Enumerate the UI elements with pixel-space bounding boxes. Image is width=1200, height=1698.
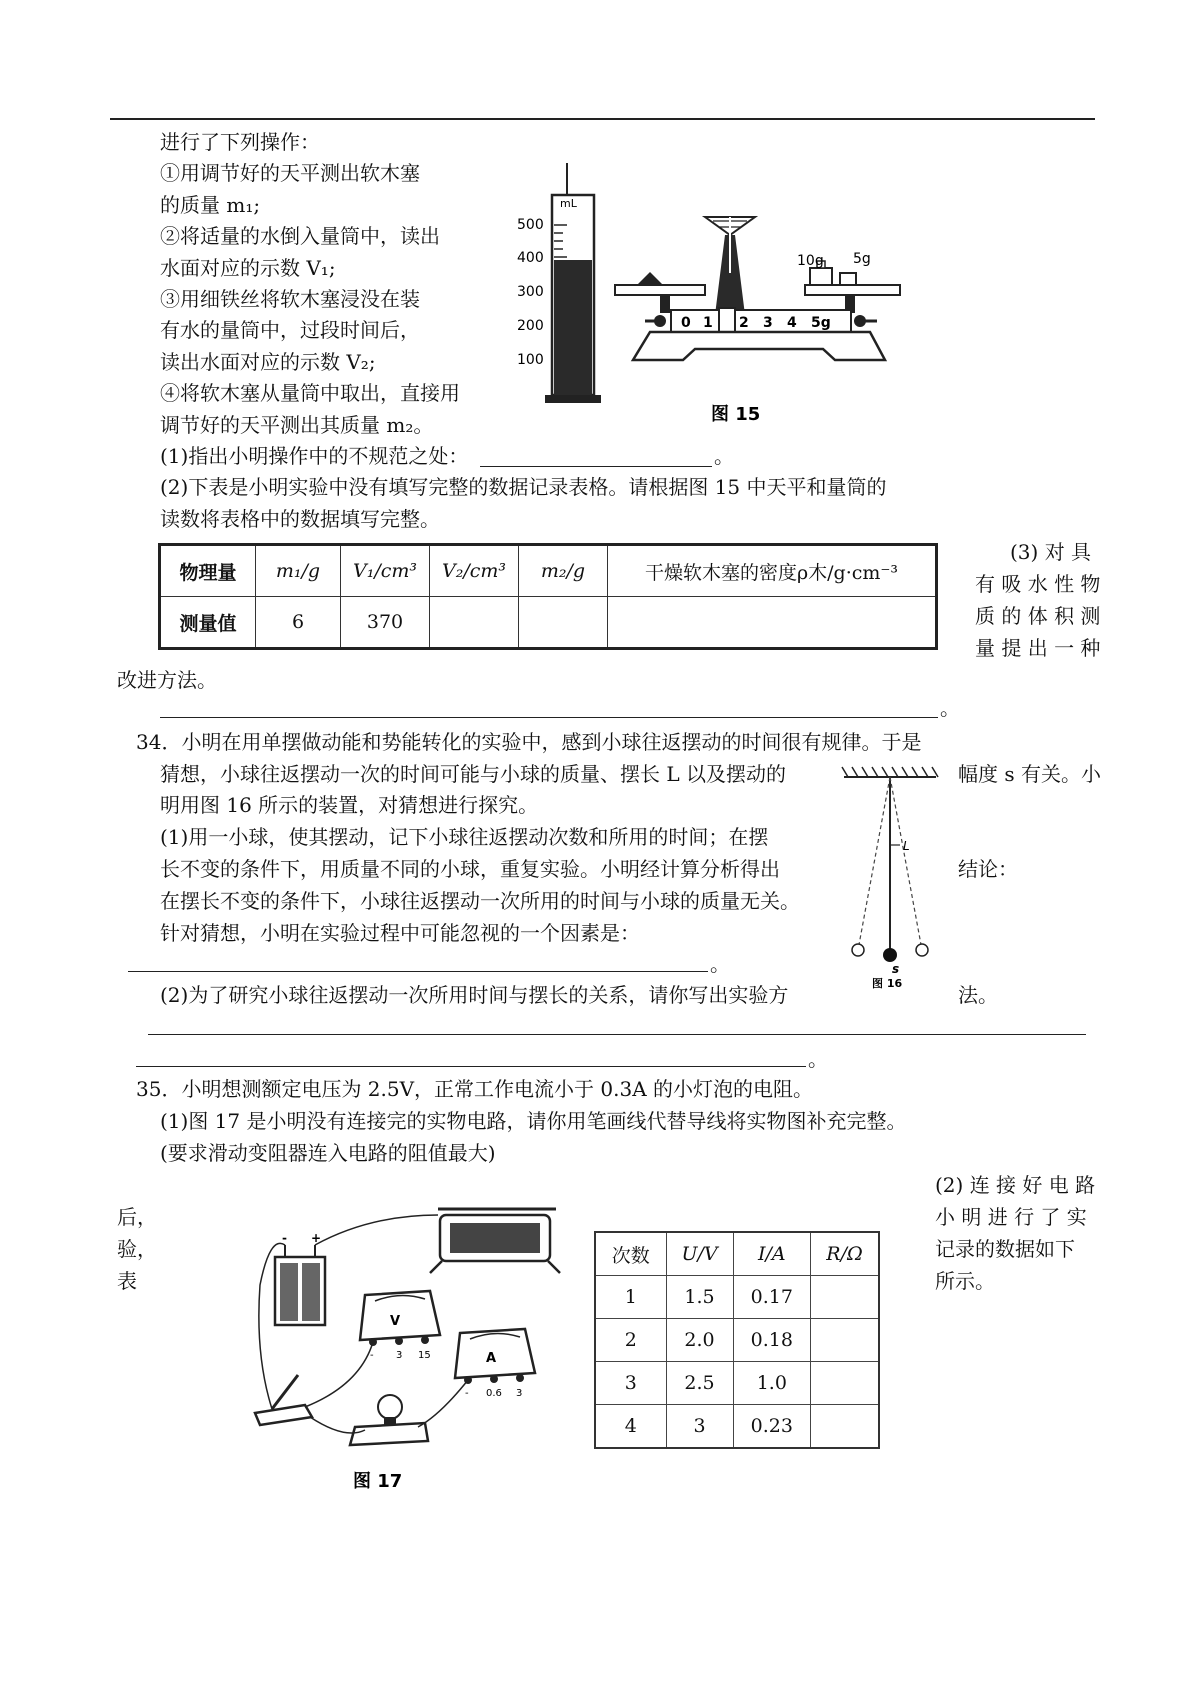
q34-p1-end: 。 [710, 952, 730, 976]
amplitude-label: s [892, 962, 900, 976]
voltmeter-terminal-neg: - [370, 1350, 374, 1361]
q34-p1-a: (1)用一小球，使其摆动，记下小球往返摆动次数和所用的时间；在摆 [160, 825, 769, 849]
cell-trial: 4 [595, 1405, 666, 1449]
scale-mark-5g: 5g [811, 315, 831, 331]
table-row [595, 1232, 879, 1276]
q34-p1-c: 在摆长不变的条件下，小球往返摆动一次所用的时间与小球的质量无关。 [160, 889, 800, 913]
q34-p2-tail: 法。 [958, 983, 998, 1007]
svg-text:+: + [311, 1231, 322, 1245]
figure-16-caption: 图 16 [872, 977, 903, 990]
graduated-cylinder [517, 163, 601, 403]
header-rule [110, 118, 1095, 120]
q34-line2-a: 猜想，小球往返摆动一次的时间可能与小球的质量、摆长 L 以及摆动的 [160, 762, 786, 786]
q33-q1-end: 。 [714, 444, 734, 468]
cell-resistance-blank[interactable] [811, 1362, 879, 1405]
lamp-icon [350, 1395, 428, 1445]
q33-step1-a: ①用调节好的天平测出软木塞 [160, 161, 420, 185]
q33-step3-b: 有水的量筒中，过段时间后， [160, 318, 420, 342]
header-resistance: R/Ω [811, 1232, 879, 1276]
q35-p1-a: (1)图 17 是小明没有连接完的实物电路，请你用笔画线代替导线将实物图补充完整。 [160, 1109, 907, 1133]
scale-mark-3: 3 [763, 315, 773, 331]
figure-15-caption: 图 15 [711, 404, 761, 425]
q34-line2-b: 幅度 s 有关。小 [958, 762, 1101, 786]
header-m1: m₁/g [256, 545, 341, 597]
header-current: I/A [733, 1232, 811, 1276]
weight-10g-label: 10g [797, 253, 824, 269]
q35-line1: 35．小明想测额定电压为 2.5V，正常工作电流小于 0.3A 的小灯泡的电阻。 [136, 1077, 814, 1101]
header-voltage: U/V [666, 1232, 733, 1276]
figure-17 [250, 1195, 580, 1495]
table-row [160, 597, 937, 649]
value-m2-blank[interactable] [519, 597, 608, 649]
q35-left-a: 后， [117, 1205, 157, 1229]
cell-resistance-blank[interactable] [811, 1405, 879, 1449]
header-quantity: 物理量 [160, 545, 256, 597]
q33-step4-b: 调节好的天平测出其质量 m₂。 [160, 413, 434, 437]
q34-p1-b: 长不变的条件下，用质量不同的小球，重复实验。小明经计算分析得出 [160, 857, 780, 881]
balance [615, 217, 900, 360]
cell-voltage: 2.0 [666, 1319, 733, 1362]
header-density: 干燥软木塞的密度ρ木/g·cm⁻³ [608, 545, 937, 597]
value-v2-blank[interactable] [430, 597, 519, 649]
cell-current: 0.17 [733, 1276, 811, 1319]
q33-intro: 进行了下列操作： [160, 130, 320, 154]
table-row [595, 1319, 879, 1362]
cell-voltage: 1.5 [666, 1276, 733, 1319]
q34-line1: 34．小明在用单摆做动能和势能转化的实验中，感到小球往返摆动的时间很有规律。于是 [136, 730, 922, 754]
cylinder-tick-400: 400 [517, 250, 544, 266]
q34-p1-b-tail: 结论： [958, 857, 1018, 881]
q33-step2-b: 水面对应的示数 V₁; [160, 256, 336, 280]
table-row [160, 545, 937, 597]
q35-p1-b: (要求滑动变阻器连入电路的阻值最大) [160, 1141, 496, 1165]
value-density-blank[interactable] [608, 597, 937, 649]
ammeter-terminal-06: 0.6 [486, 1388, 502, 1399]
q34-p1-answer-blank[interactable] [128, 971, 708, 972]
figure-15 [505, 155, 925, 430]
voltmeter-terminal-15: 15 [418, 1350, 431, 1361]
q33-q1-answer-blank[interactable] [480, 466, 712, 467]
battery-icon [275, 1231, 325, 1325]
cell-current: 0.23 [733, 1405, 811, 1449]
q33-step3-a: ③用细铁丝将软木塞浸没在装 [160, 287, 420, 311]
cylinder-tick-500: 500 [517, 217, 544, 233]
q33-q3-a: (3) 对 具 [1010, 540, 1092, 564]
cell-trial: 3 [595, 1362, 666, 1405]
q33-q1: (1)指出小明操作中的不规范之处： [160, 444, 469, 468]
scale-mark-4: 4 [787, 315, 797, 331]
cylinder-tick-300: 300 [517, 284, 544, 300]
q34-line3: 明用图 16 所示的装置，对猜想进行探究。 [160, 793, 539, 817]
q35-p2-a: (2) 连 接 好 电 路 [935, 1173, 1096, 1197]
cell-trial: 1 [595, 1276, 666, 1319]
weight-5g-label: 5g [853, 251, 871, 267]
q35-left-c: 表 [117, 1269, 137, 1293]
cell-voltage: 3 [666, 1405, 733, 1449]
scale-mark-1: 1 [703, 315, 713, 331]
table-row [595, 1276, 879, 1319]
voltmeter-label: V [390, 1314, 401, 1329]
q33-q2-a: (2)下表是小明实验中没有填写完整的数据记录表格。请根据图 15 中天平和量筒的 [160, 475, 887, 499]
q33-step4-a: ④将软木塞从量筒中取出，直接用 [160, 381, 460, 405]
q33-step2-a: ②将适量的水倒入量筒中，读出 [160, 224, 440, 248]
voltmeter-icon [360, 1291, 440, 1361]
q33-q3-c: 质 的 体 积 测 [975, 604, 1101, 628]
q35-data-table [594, 1231, 880, 1449]
figure-16 [840, 765, 940, 990]
q33-q3-e: 改进方法。 [117, 668, 217, 692]
q33-data-table [158, 543, 938, 650]
q33-step3-c: 读出水面对应的示数 V₂; [160, 350, 376, 374]
ammeter-terminal-neg: - [465, 1388, 469, 1399]
q34-p2-a: (2)为了研究小球往返摆动一次所用时间与摆长的关系，请你写出实验方 [160, 983, 789, 1007]
ammeter-icon [455, 1329, 535, 1399]
rheostat-icon [430, 1209, 560, 1273]
ammeter-label: A [486, 1351, 497, 1366]
svg-text:-: - [282, 1231, 287, 1245]
value-m1: 6 [256, 597, 341, 649]
cylinder-unit-label: mL [560, 197, 577, 210]
cell-current: 1.0 [733, 1362, 811, 1405]
q35-left-b: 验， [117, 1237, 157, 1261]
cell-trial: 2 [595, 1319, 666, 1362]
q35-p2-d: 所示。 [935, 1269, 995, 1293]
value-v1: 370 [341, 597, 430, 649]
cylinder-tick-100: 100 [517, 352, 544, 368]
cell-current: 0.18 [733, 1319, 811, 1362]
q35-p2-c: 记录的数据如下 [935, 1237, 1075, 1261]
cylinder-tick-200: 200 [517, 318, 544, 334]
header-m2: m₂/g [519, 545, 608, 597]
q33-q3-answer-blank[interactable] [160, 717, 938, 718]
q34-p1-d: 针对猜想，小明在实验过程中可能忽视的一个因素是： [160, 921, 640, 945]
q35-p2-b: 小 明 进 行 了 实 [935, 1205, 1087, 1229]
q33-q3-end: 。 [940, 696, 960, 720]
pendulum-ball [883, 948, 897, 962]
header-trial: 次数 [595, 1232, 666, 1276]
ammeter-terminal-3: 3 [516, 1388, 523, 1399]
scale-mark-0: 0 [681, 315, 691, 331]
q34-p2-answer-blank-1[interactable] [148, 1034, 1086, 1035]
cell-resistance-blank[interactable] [811, 1276, 879, 1319]
cell-resistance-blank[interactable] [811, 1319, 879, 1362]
table-row [595, 1405, 879, 1449]
q33-q3-b: 有 吸 水 性 物 [975, 572, 1101, 596]
row-label-measured: 测量值 [160, 597, 256, 649]
header-v2: V₂/cm³ [430, 545, 519, 597]
switch-icon [255, 1375, 312, 1425]
q34-p2-end: 。 [808, 1047, 828, 1071]
header-v1: V₁/cm³ [341, 545, 430, 597]
q34-p2-answer-blank-2[interactable] [136, 1066, 806, 1067]
q33-q2-b: 读数将表格中的数据填写完整。 [160, 507, 440, 531]
cell-voltage: 2.5 [666, 1362, 733, 1405]
q33-step1-b: 的质量 m₁; [160, 193, 261, 217]
table-row [595, 1362, 879, 1405]
scale-mark-2: 2 [739, 315, 749, 331]
voltmeter-terminal-3: 3 [396, 1350, 403, 1361]
q33-q3-d: 量 提 出 一 种 [975, 636, 1101, 660]
pendulum-length-label: L [903, 839, 910, 853]
figure-17-caption: 图 17 [353, 1471, 403, 1492]
